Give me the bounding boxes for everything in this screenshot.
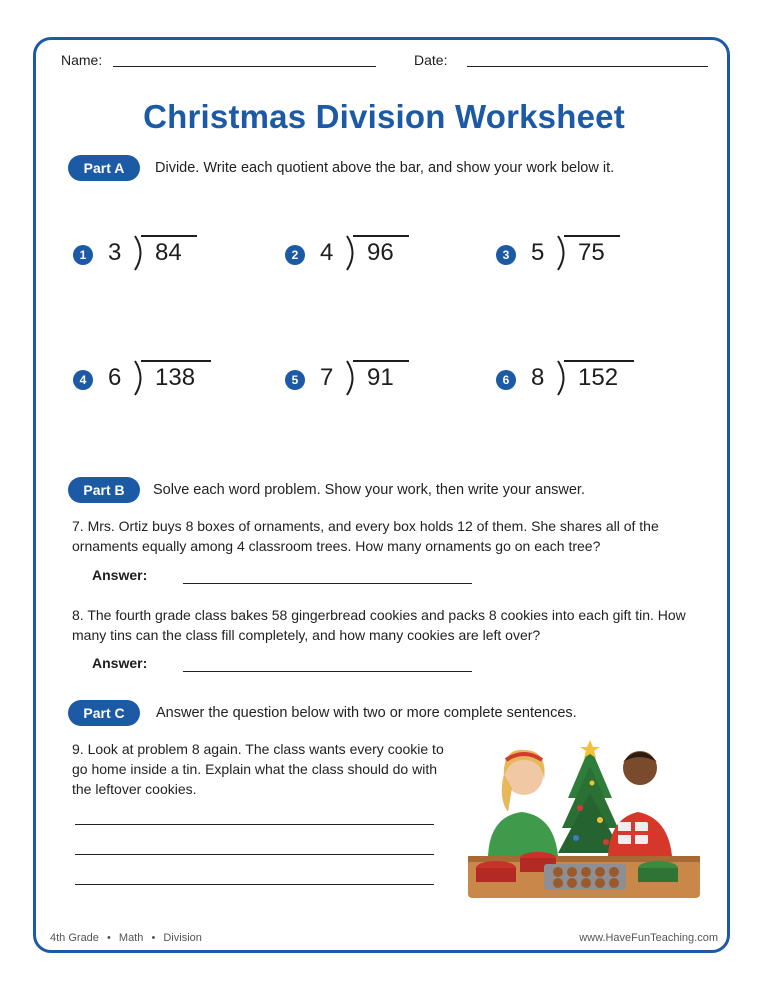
children-baking-cookies-illustration <box>468 738 700 898</box>
footer-tags <box>50 932 202 944</box>
footer-site-link[interactable]: www.HaveFunTeaching.com <box>579 932 718 944</box>
dividend: 84 <box>155 239 182 266</box>
writing-line-1[interactable] <box>75 824 434 825</box>
division-bar <box>141 360 211 362</box>
footer-separator: • <box>151 932 156 944</box>
division-problem-3 <box>496 235 636 275</box>
footer-tag-grade: 4th Grade <box>50 932 99 944</box>
division-bracket-icon <box>345 235 359 271</box>
division-bar <box>564 235 620 237</box>
footer-separator: • <box>106 932 111 944</box>
footer-tag-subject: Math <box>118 932 144 944</box>
date-label: Date: <box>414 52 448 68</box>
divisor: 8 <box>531 364 545 391</box>
part-c-instruction: Answer the question below with two or more complete sentences. <box>156 705 577 721</box>
answer-line-7[interactable] <box>183 583 472 584</box>
dividend: 75 <box>578 239 605 266</box>
division-bracket-icon <box>133 360 147 396</box>
answer-line-8[interactable] <box>183 671 472 672</box>
word-problem-8: 8. The fourth grade class bakes 58 gingerbread cookies and packs 8 cookies into each gift tin. How many tins can the class fill completely, and how many cookies are left over? <box>72 607 686 643</box>
problem-number-badge: 3 <box>496 245 516 265</box>
answer-label: Answer: <box>92 655 148 671</box>
problem-number-badge: 2 <box>285 245 305 265</box>
part-c-badge: Part C <box>68 700 140 726</box>
division-problem-6 <box>496 360 646 400</box>
division-problem-5 <box>285 360 425 400</box>
division-bracket-icon <box>345 360 359 396</box>
divisor: 6 <box>108 364 122 391</box>
dividend: 138 <box>155 364 196 391</box>
word-problem-7: 7. Mrs. Ortiz buys 8 boxes of ornaments, and every box holds 12 of them. She shares all of the ornaments equally among 4 classroom trees. How many ornaments go on each tree? <box>72 518 659 554</box>
division-bar <box>141 235 197 237</box>
division-bracket-icon <box>133 235 147 271</box>
divisor: 3 <box>108 239 122 266</box>
division-problem-1 <box>73 235 213 275</box>
divisor: 7 <box>320 364 334 391</box>
divisor: 5 <box>531 239 545 266</box>
page-title: Christmas Division Worksheet <box>143 98 625 135</box>
problem-number-badge: 4 <box>73 370 93 390</box>
problem-number-badge: 5 <box>285 370 305 390</box>
date-line[interactable] <box>467 66 708 67</box>
problem-number-badge: 6 <box>496 370 516 390</box>
name-label: Name: <box>61 52 103 68</box>
part-b-badge: Part B <box>68 477 140 503</box>
division-bracket-icon <box>556 235 570 271</box>
name-line[interactable] <box>113 66 376 67</box>
division-problem-2 <box>285 235 425 275</box>
problem-number-badge: 1 <box>73 245 93 265</box>
dividend: 91 <box>367 364 394 391</box>
division-bar <box>353 360 409 362</box>
writing-line-2[interactable] <box>75 854 434 855</box>
part-a-badge: Part A <box>68 155 140 181</box>
footer-tag-topic: Division <box>163 932 202 944</box>
division-bar <box>564 360 634 362</box>
divisor: 4 <box>320 239 334 266</box>
part-b-instruction: Solve each word problem. Show your work, then write your answer. <box>153 482 585 498</box>
dividend: 152 <box>578 364 619 391</box>
question-9: 9. Look at problem 8 again. The class wants every cookie to go home inside a tin. Explain what the class should do with the leftover cookies. <box>72 741 444 797</box>
answer-label: Answer: <box>92 567 148 583</box>
division-bracket-icon <box>556 360 570 396</box>
writing-line-3[interactable] <box>75 884 434 885</box>
division-bar <box>353 235 409 237</box>
part-a-instruction: Divide. Write each quotient above the bar, and show your work below it. <box>155 160 615 176</box>
dividend: 96 <box>367 239 394 266</box>
division-problem-4 <box>73 360 223 400</box>
